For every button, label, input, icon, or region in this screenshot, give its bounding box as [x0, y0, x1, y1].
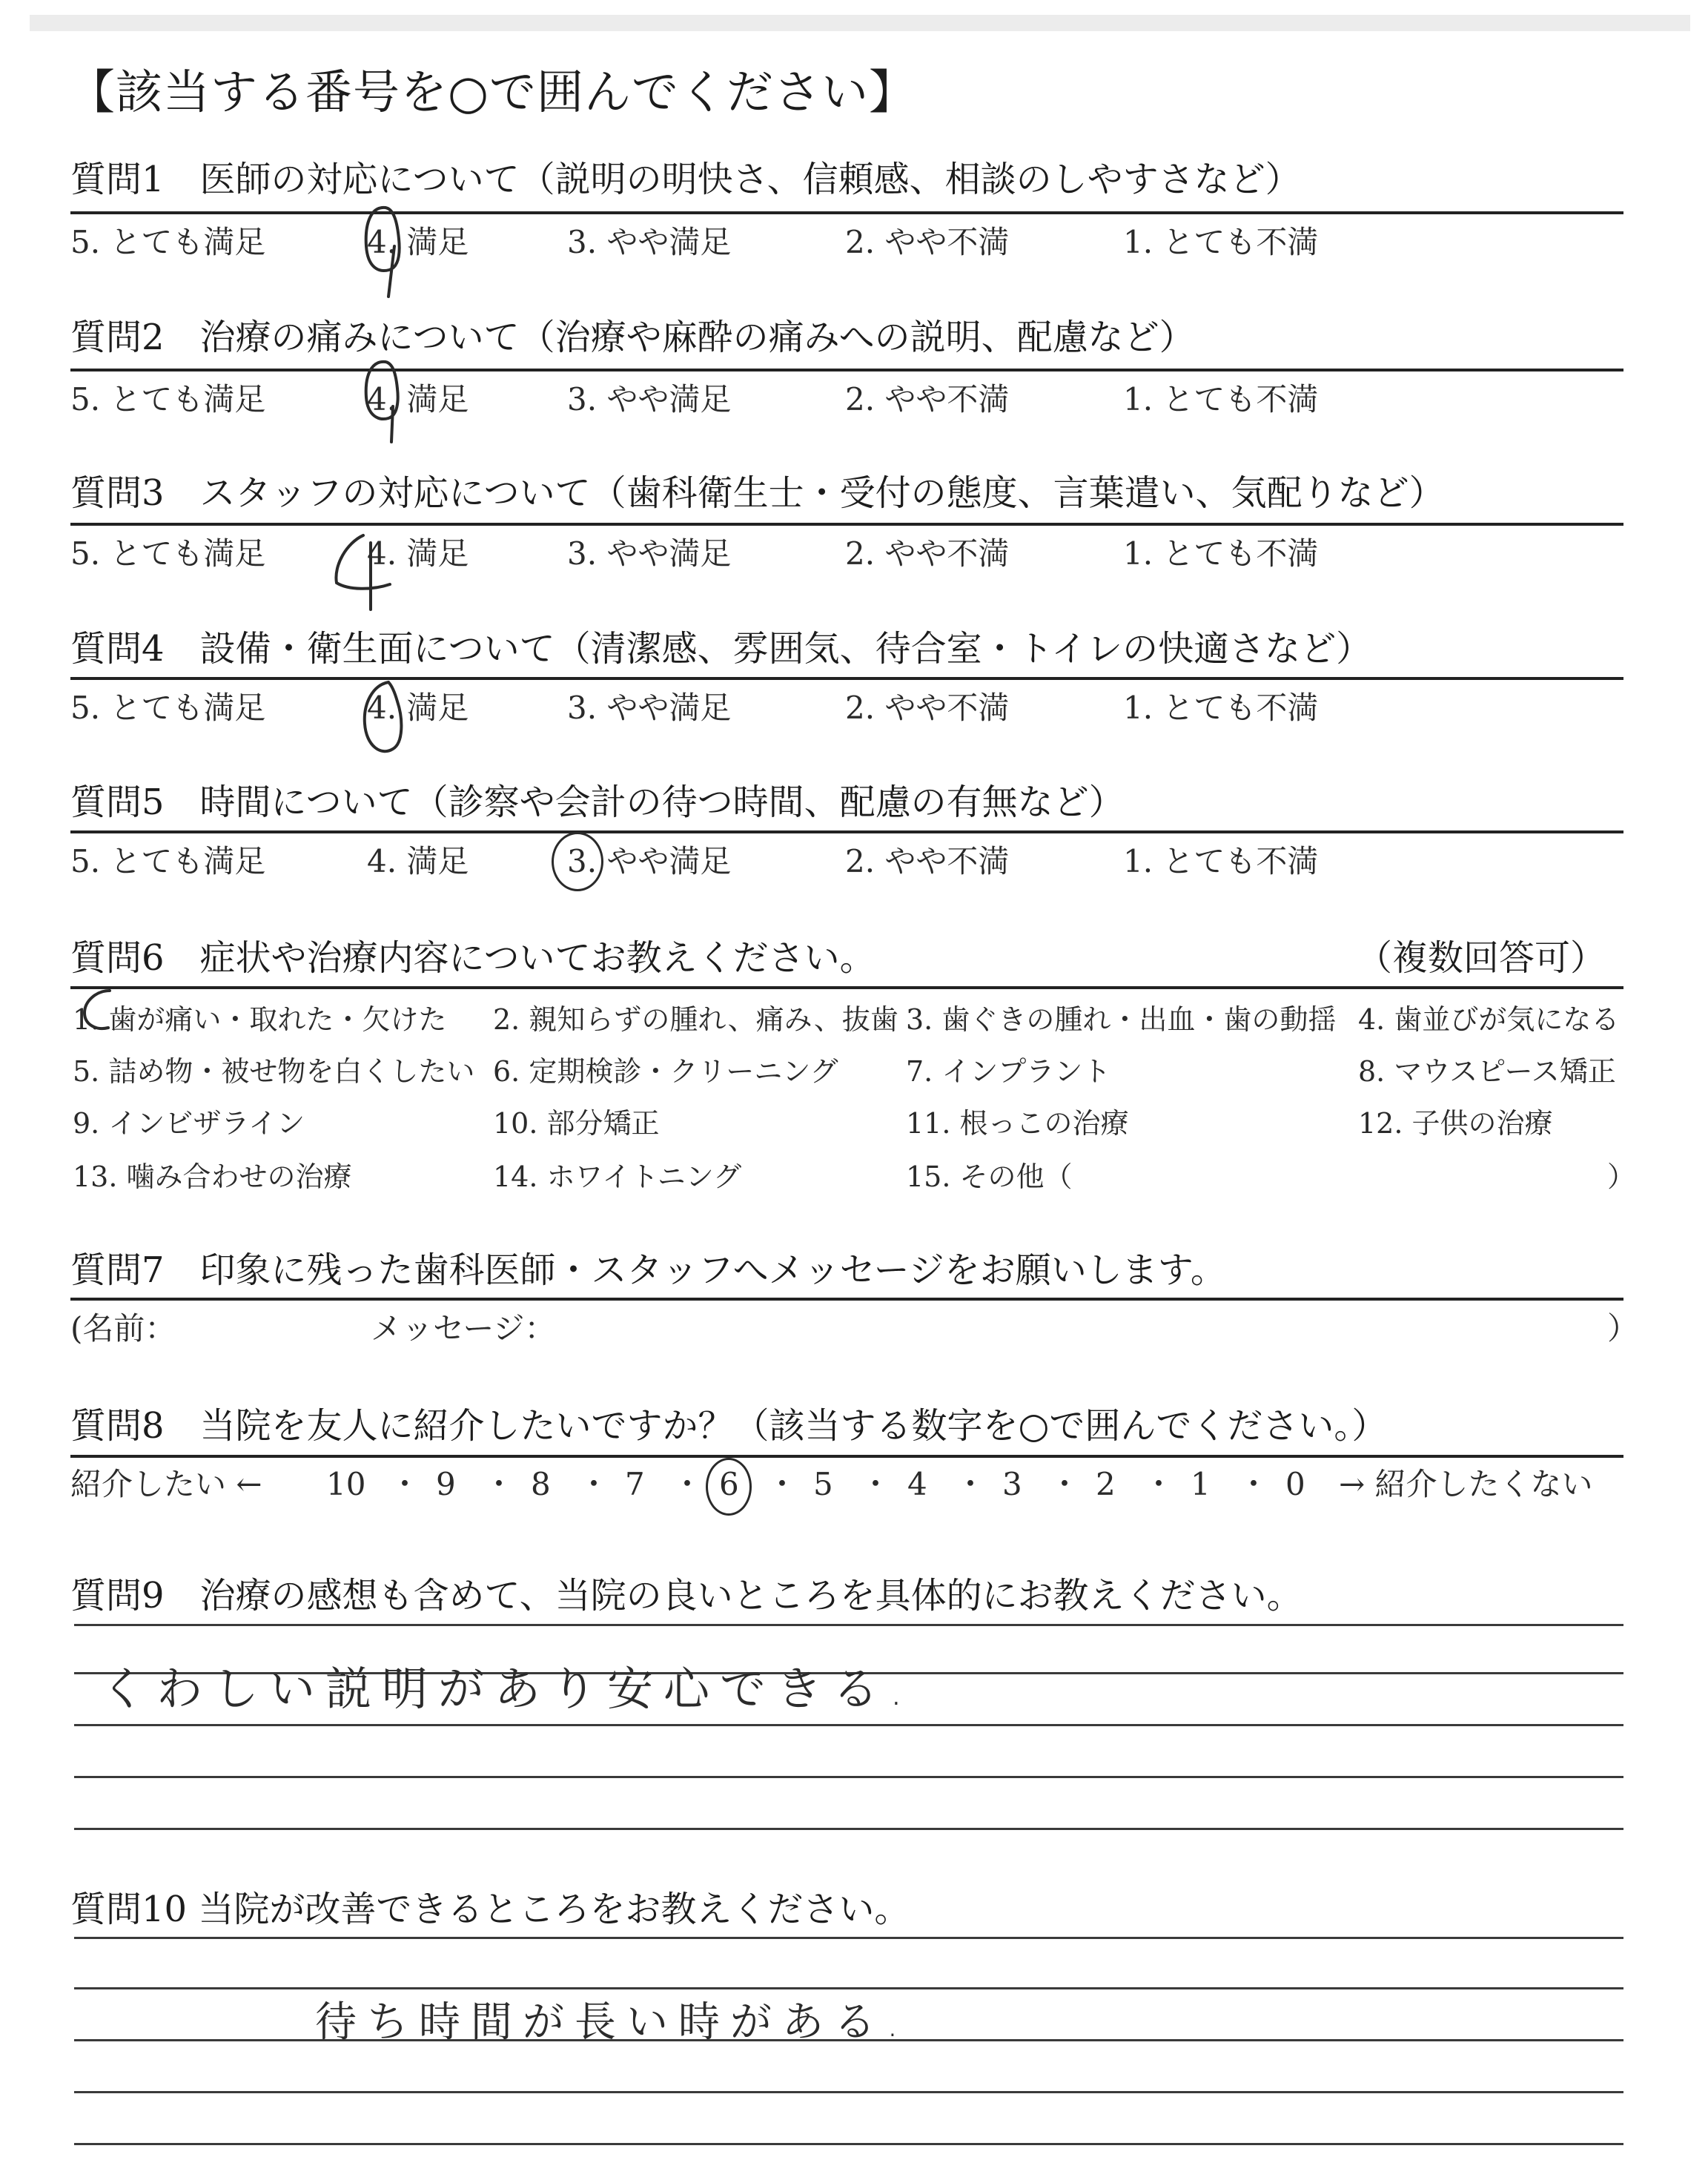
scale-dot: ・: [483, 1466, 515, 1502]
writing-line: [74, 2091, 1623, 2093]
scale-9[interactable]: 9: [436, 1466, 456, 1502]
symptom-item-8[interactable]: 8. マウスピース矯正: [1358, 1055, 1616, 1088]
question-8-title: 質問8 当院を友人に紹介したいですか？（該当する数字を○で囲んでください。）: [70, 1405, 1388, 1447]
q5-selection-circle: [552, 832, 603, 891]
scale-dot: ・: [860, 1466, 892, 1502]
scale-dot: ・: [389, 1466, 421, 1502]
writing-line: [74, 1987, 1623, 1989]
q5-option-1[interactable]: 1. とても不満: [1123, 843, 1319, 879]
scale-dot: ・: [1049, 1466, 1081, 1502]
scale-dot: ・: [955, 1466, 987, 1502]
scale-dot: ・: [1143, 1466, 1175, 1502]
q6-selection-mark: [74, 986, 126, 1046]
q4-selection-circle: [348, 675, 423, 764]
question-5-title: 質問5 時間について（診察や会計の待つ時間、配慮の有無など）: [70, 782, 1125, 823]
symptom-item-9[interactable]: 9. インビザライン: [73, 1107, 305, 1140]
q2-option-5[interactable]: 5. とても満足: [70, 381, 266, 417]
q3-option-4[interactable]: 4. 満足: [367, 535, 469, 572]
symptom-item-10[interactable]: 10. 部分矯正: [493, 1107, 660, 1140]
writing-line: [74, 1624, 1623, 1626]
message-close-paren: ）: [1607, 1310, 1639, 1347]
symptom-item-3[interactable]: 3. 歯ぐきの腫れ・出血・歯の動揺: [906, 1003, 1337, 1036]
q4-option-4[interactable]: 4. 満足: [367, 690, 469, 726]
question-2-rule: [70, 369, 1623, 371]
q3-option-1[interactable]: 1. とても不満: [1123, 535, 1319, 572]
symptom-item-1[interactable]: 1. 歯が痛い・取れた・欠けた: [73, 1003, 447, 1036]
question-7-rule: [70, 1298, 1623, 1301]
scale-8[interactable]: 8: [531, 1466, 551, 1502]
question-6-note: （複数回答可）: [1357, 937, 1606, 979]
question-1-rule: [70, 211, 1623, 214]
q4-option-1[interactable]: 1. とても不満: [1123, 690, 1319, 726]
q5-option-4[interactable]: 4. 満足: [367, 843, 469, 879]
writing-line: [74, 1828, 1623, 1830]
q3-option-5[interactable]: 5. とても満足: [70, 535, 266, 572]
recommend-left-label: 紹介したい ←: [70, 1466, 262, 1502]
writing-line: [74, 1937, 1623, 1939]
symptom-item-5[interactable]: 5. 詰め物・被せ物を白くしたい: [73, 1055, 475, 1088]
q5-option-2[interactable]: 2. やや不満: [845, 843, 1010, 879]
q2-option-1[interactable]: 1. とても不満: [1123, 381, 1319, 417]
q2-option-4[interactable]: 4. 満足: [367, 381, 469, 417]
symptom-item-6[interactable]: 6. 定期検診・クリーニング: [493, 1055, 838, 1088]
symptom-item-13[interactable]: 13. 噛み合わせの治療: [73, 1160, 352, 1193]
q1-option-3[interactable]: 3. やや満足: [567, 224, 732, 260]
scan-edge: [30, 15, 1690, 31]
symptom-item-7[interactable]: 7. インプラント: [906, 1055, 1111, 1088]
instruction-header: 【該当する番号を○で囲んでください】: [68, 65, 916, 119]
question-2-title: 質問2 治療の痛みについて（治療や麻酔の痛みへの説明、配慮など）: [70, 317, 1195, 358]
q2-option-2[interactable]: 2. やや不満: [845, 381, 1010, 417]
question-6-title: 質問6 症状や治療内容についてお教えください。: [70, 937, 875, 979]
q3-option-2[interactable]: 2. やや不満: [845, 535, 1010, 572]
scale-5[interactable]: 5: [813, 1466, 833, 1502]
q8-selection-circle: [706, 1458, 752, 1516]
message-text-label: メッセージ：: [371, 1310, 556, 1347]
symptom-item-15[interactable]: 15. その他（: [906, 1160, 1073, 1193]
scale-7[interactable]: 7: [625, 1466, 645, 1502]
scale-4[interactable]: 4: [907, 1466, 927, 1502]
scale-6[interactable]: 6: [719, 1466, 739, 1502]
q4-option-2[interactable]: 2. やや不満: [845, 690, 1010, 726]
question-3-title: 質問3 スタッフの対応について（歯科衛生士・受付の態度、言葉遣い、気配りなど）: [70, 472, 1445, 514]
q1-option-2[interactable]: 2. やや不満: [845, 224, 1010, 260]
question-7-title: 質問7 印象に残った歯科医師・スタッフへメッセージをお願いします。: [70, 1249, 1226, 1291]
writing-line: [74, 1776, 1623, 1778]
question-10-title: 質問10 当院が改善できるところをお教えください。: [70, 1889, 910, 1930]
message-name-label: (名前：: [70, 1310, 176, 1347]
q5-option-3[interactable]: 3. やや満足: [567, 843, 732, 879]
symptom-item-4[interactable]: 4. 歯並びが気になる: [1358, 1003, 1620, 1036]
question-6-rule: [70, 986, 1623, 989]
scale-dot: ・: [767, 1466, 798, 1502]
good-points-answer[interactable]: くわしい説明があり安心できる.: [100, 1662, 914, 1716]
q2-selection-circle: [354, 354, 414, 451]
symptom-item-12[interactable]: 12. 子供の治療: [1358, 1107, 1553, 1140]
scale-dot: ・: [1238, 1466, 1270, 1502]
q1-option-4[interactable]: 4. 満足: [367, 224, 469, 260]
question-4-rule: [70, 677, 1623, 680]
question-8-rule: [70, 1455, 1623, 1458]
writing-line: [74, 2143, 1623, 2145]
symptom-item-14[interactable]: 14. ホワイトニング: [493, 1160, 742, 1193]
q3-option-3[interactable]: 3. やや満足: [567, 535, 732, 572]
question-9-title: 質問9 治療の感想も含めて、当院の良いところを具体的にお教えください。: [70, 1575, 1302, 1616]
q1-selection-circle: [356, 202, 415, 305]
scale-10[interactable]: 10: [326, 1466, 366, 1502]
scale-3[interactable]: 3: [1002, 1466, 1022, 1502]
question-4-title: 質問4 設備・衛生面について（清潔感、雰囲気、待合室・トイレの快適さなど）: [70, 628, 1372, 670]
writing-line: [74, 1724, 1623, 1726]
symptom-item-11[interactable]: 11. 根っこの治療: [906, 1107, 1129, 1140]
scale-dot: ・: [578, 1466, 610, 1502]
question-3-rule: [70, 523, 1623, 526]
recommend-right-label: → 紹介したくない: [1339, 1466, 1593, 1502]
question-1-title: 質問1 医師の対応について（説明の明快さ、信頼感、相談のしやすさなど）: [70, 159, 1301, 200]
scale-dot: ・: [672, 1466, 704, 1502]
scale-0[interactable]: 0: [1285, 1466, 1305, 1502]
q4-option-3[interactable]: 3. やや満足: [567, 690, 732, 726]
improvement-answer[interactable]: 待ち時間が長い時がある.: [315, 1998, 910, 2047]
q1-option-1[interactable]: 1. とても不満: [1123, 224, 1319, 260]
symptom-other-close-paren: ）: [1607, 1160, 1636, 1193]
q1-option-5[interactable]: 5. とても満足: [70, 224, 266, 260]
scale-1[interactable]: 1: [1191, 1466, 1211, 1502]
symptom-item-2[interactable]: 2. 親知らずの腫れ、痛み、抜歯: [493, 1003, 898, 1036]
q4-option-5[interactable]: 5. とても満足: [70, 690, 266, 726]
q5-option-5[interactable]: 5. とても満足: [70, 843, 266, 879]
q3-selection-circle: [326, 528, 408, 617]
question-5-rule: [70, 830, 1623, 833]
scale-2[interactable]: 2: [1096, 1466, 1116, 1502]
q2-option-3[interactable]: 3. やや満足: [567, 381, 732, 417]
